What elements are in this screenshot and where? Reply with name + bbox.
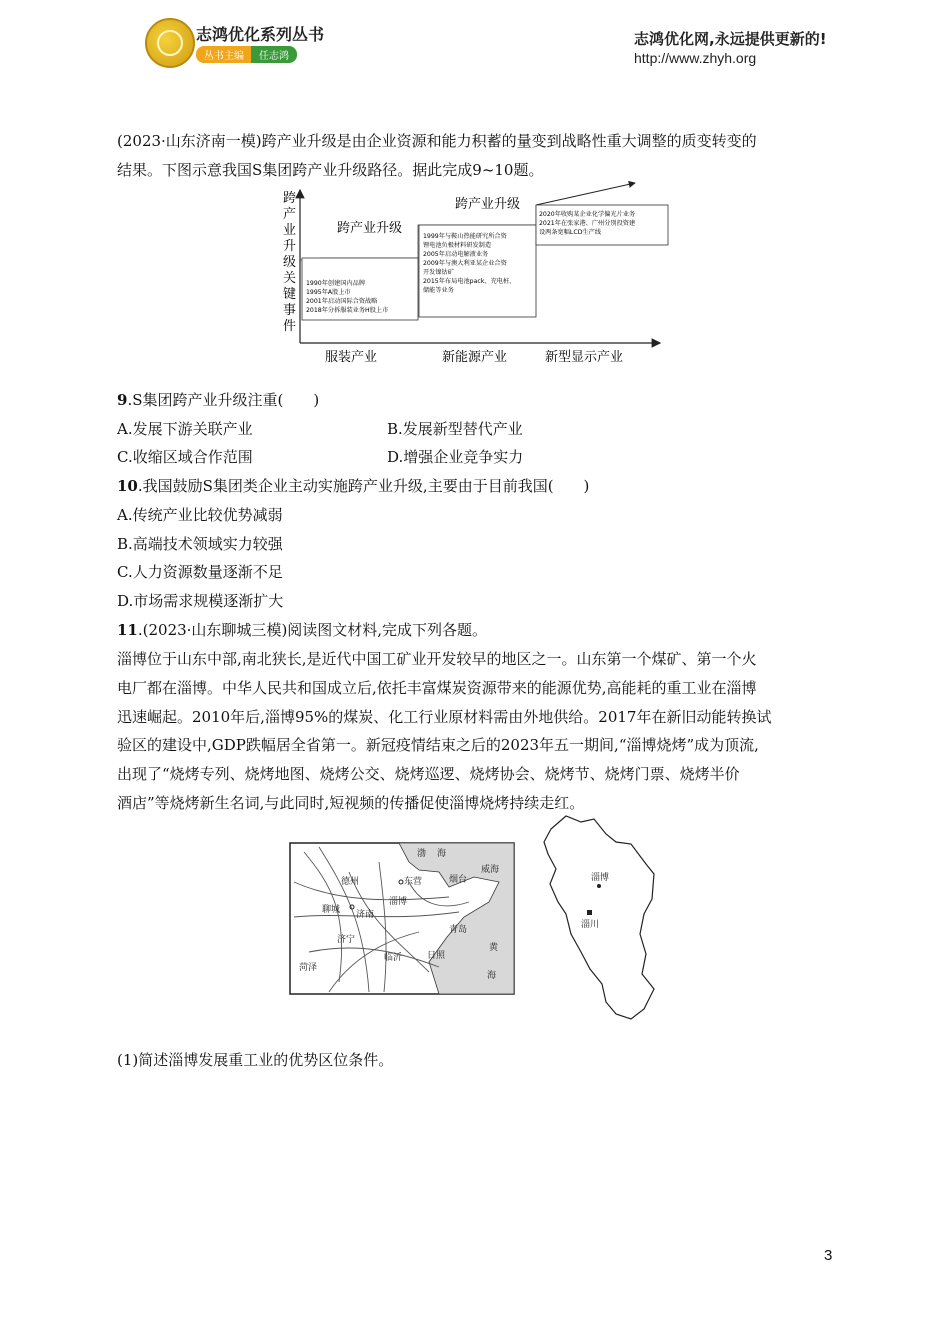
svg-text:日照: 日照 bbox=[427, 951, 446, 961]
q9-option-a[interactable]: A.发展下游关联产业 bbox=[117, 420, 253, 438]
y-label-char-0: 跨 bbox=[283, 191, 297, 206]
y-label-char-2: 业 bbox=[283, 223, 297, 238]
intro-line-2: 结果。下图示意我国S集团跨产业升级路径。据此完成9~10题。 bbox=[117, 161, 544, 179]
zichuan-city-icon bbox=[587, 910, 592, 915]
event-box-3-text: 2020年收购某企业化学偏光片业务 2021年在张家港、广州分别投资建 设两条宽幅LCD生产线 bbox=[539, 211, 636, 236]
svg-text:烟台: 烟台 bbox=[449, 875, 468, 885]
svg-text:临沂: 临沂 bbox=[384, 953, 403, 963]
intro-line-1: (2023·山东济南一模)跨产业升级是由企业资源和能力积蓄的量变到战略性重大调整的质变转变的 bbox=[117, 132, 757, 150]
svg-text:淄博: 淄博 bbox=[389, 897, 408, 907]
upgrade-path-chart bbox=[280, 180, 670, 370]
q11-material-line-5: 出现了“烧烤专列、烧烤地图、烧烤公交、烧烤巡逻、烧烤协会、烧烤节、烧烤门票、烧烤半价 bbox=[117, 765, 740, 783]
event-box-2-text: 1999年与鞍山热能研究所合资 锂电池负极材料研发制造 2005年启动电解液业务 2009年与澳大利亚某企业合资 开发镍钴矿 2015年布局电池pack、充电桩、 储能等业务 bbox=[423, 233, 516, 294]
svg-text:菏泽: 菏泽 bbox=[299, 963, 318, 973]
q11-material-line-6: 酒店”等烧烤新生名词,与此同时,短视频的传播促使淄博烧烤持续走红。 bbox=[117, 794, 585, 812]
q11-material-line-4: 验区的建设中,GDP跌幅居全省第一。新冠疫情结束之后的2023年五一期间,“淄博烧烤”成为顶流, bbox=[117, 736, 759, 754]
q10-stem: 10.我国鼓励S集团类企业主动实施跨产业升级,主要由于目前我国( ) bbox=[117, 477, 590, 495]
svg-text:海: 海 bbox=[437, 849, 447, 859]
q11-material-line-3: 迅速崛起。2010年后,淄博95%的煤炭、化工行业原材料需由外地供给。2017年在新旧动能转换试 bbox=[117, 708, 772, 726]
editor-name: 任志鸿 bbox=[251, 46, 297, 63]
map-right-label-zichuan: 淄川 bbox=[581, 920, 600, 930]
page-number: 3 bbox=[824, 1247, 833, 1264]
y-axis-label bbox=[283, 191, 296, 334]
svg-text:威海: 威海 bbox=[481, 865, 500, 875]
svg-text:济宁: 济宁 bbox=[337, 935, 356, 945]
q10-option-a[interactable]: A.传统产业比较优势减弱 bbox=[117, 506, 283, 524]
series-title: 志鸿优化系列丛书 bbox=[196, 25, 325, 44]
category-apparel: 服装产业 bbox=[325, 350, 378, 365]
upgrade-label-1: 跨产业升级 bbox=[337, 221, 403, 236]
q10-option-d[interactable]: D.市场需求规模逐渐扩大 bbox=[117, 592, 284, 610]
map-right-label-zibo: 淄博 bbox=[591, 873, 610, 883]
y-label-char-7: 事 bbox=[283, 303, 297, 318]
svg-text:德州: 德州 bbox=[341, 877, 360, 887]
zibo-city-icon bbox=[597, 884, 601, 888]
q9-stem: 9.S集团跨产业升级注重( ) bbox=[117, 391, 320, 409]
y-label-char-6: 键 bbox=[283, 287, 297, 302]
q11-subquestion-1: (1)简述淄博发展重工业的优势区位条件。 bbox=[117, 1051, 394, 1069]
category-new-energy: 新能源产业 bbox=[442, 350, 508, 365]
y-label-char-4: 级 bbox=[283, 255, 297, 270]
trend-arrow bbox=[536, 183, 635, 205]
svg-text:青岛: 青岛 bbox=[449, 925, 468, 935]
q11-stem: 11.(2023·山东聊城三模)阅读图文材料,完成下列各题。 bbox=[117, 621, 488, 639]
q9-option-d[interactable]: D.增强企业竞争实力 bbox=[387, 448, 524, 466]
q11-material-line-1: 淄博位于山东中部,南北狭长,是近代中国工矿业开发较早的地区之一。山东第一个煤矿、第一个火 bbox=[117, 650, 757, 668]
q11-material-line-2: 电厂都在淄博。中华人民共和国成立后,依托丰富煤炭资源带来的能源优势,高能耗的重工业在淄博 bbox=[117, 679, 757, 697]
editor-label: 丛书主编 bbox=[196, 46, 252, 63]
svg-text:黄: 黄 bbox=[489, 943, 499, 953]
zibo-map bbox=[536, 814, 660, 1024]
y-label-char-8: 件 bbox=[283, 319, 297, 334]
q10-option-c[interactable]: C.人力资源数量逐渐不足 bbox=[117, 563, 283, 581]
upgrade-label-2: 跨产业升级 bbox=[455, 197, 521, 212]
y-label-char-3: 升 bbox=[283, 239, 297, 254]
q9-option-b[interactable]: B.发展新型替代产业 bbox=[387, 420, 523, 438]
series-logo-icon bbox=[145, 18, 195, 68]
event-box-1-text: 1990年创建国内品牌 1995年A股上市 2001年启动国际合资战略 2018年分拆服装业务H股上市 bbox=[306, 280, 389, 314]
svg-text:渤: 渤 bbox=[417, 849, 427, 859]
shandong-map bbox=[289, 842, 515, 995]
svg-text:东营: 东营 bbox=[404, 877, 423, 887]
svg-text:聊城: 聊城 bbox=[322, 905, 341, 915]
svg-text:济南: 济南 bbox=[356, 910, 375, 920]
y-label-char-1: 产 bbox=[283, 207, 297, 222]
header-url[interactable]: http://www.zhyh.org bbox=[634, 50, 757, 66]
header-slogan: 志鸿优化网,永远提供更新的! bbox=[634, 30, 827, 48]
q9-option-c[interactable]: C.收缩区域合作范围 bbox=[117, 448, 253, 466]
svg-text:海: 海 bbox=[487, 971, 497, 981]
category-display: 新型显示产业 bbox=[545, 350, 624, 365]
q10-option-b[interactable]: B.高端技术领域实力较强 bbox=[117, 535, 283, 553]
y-label-char-5: 关 bbox=[283, 271, 297, 286]
